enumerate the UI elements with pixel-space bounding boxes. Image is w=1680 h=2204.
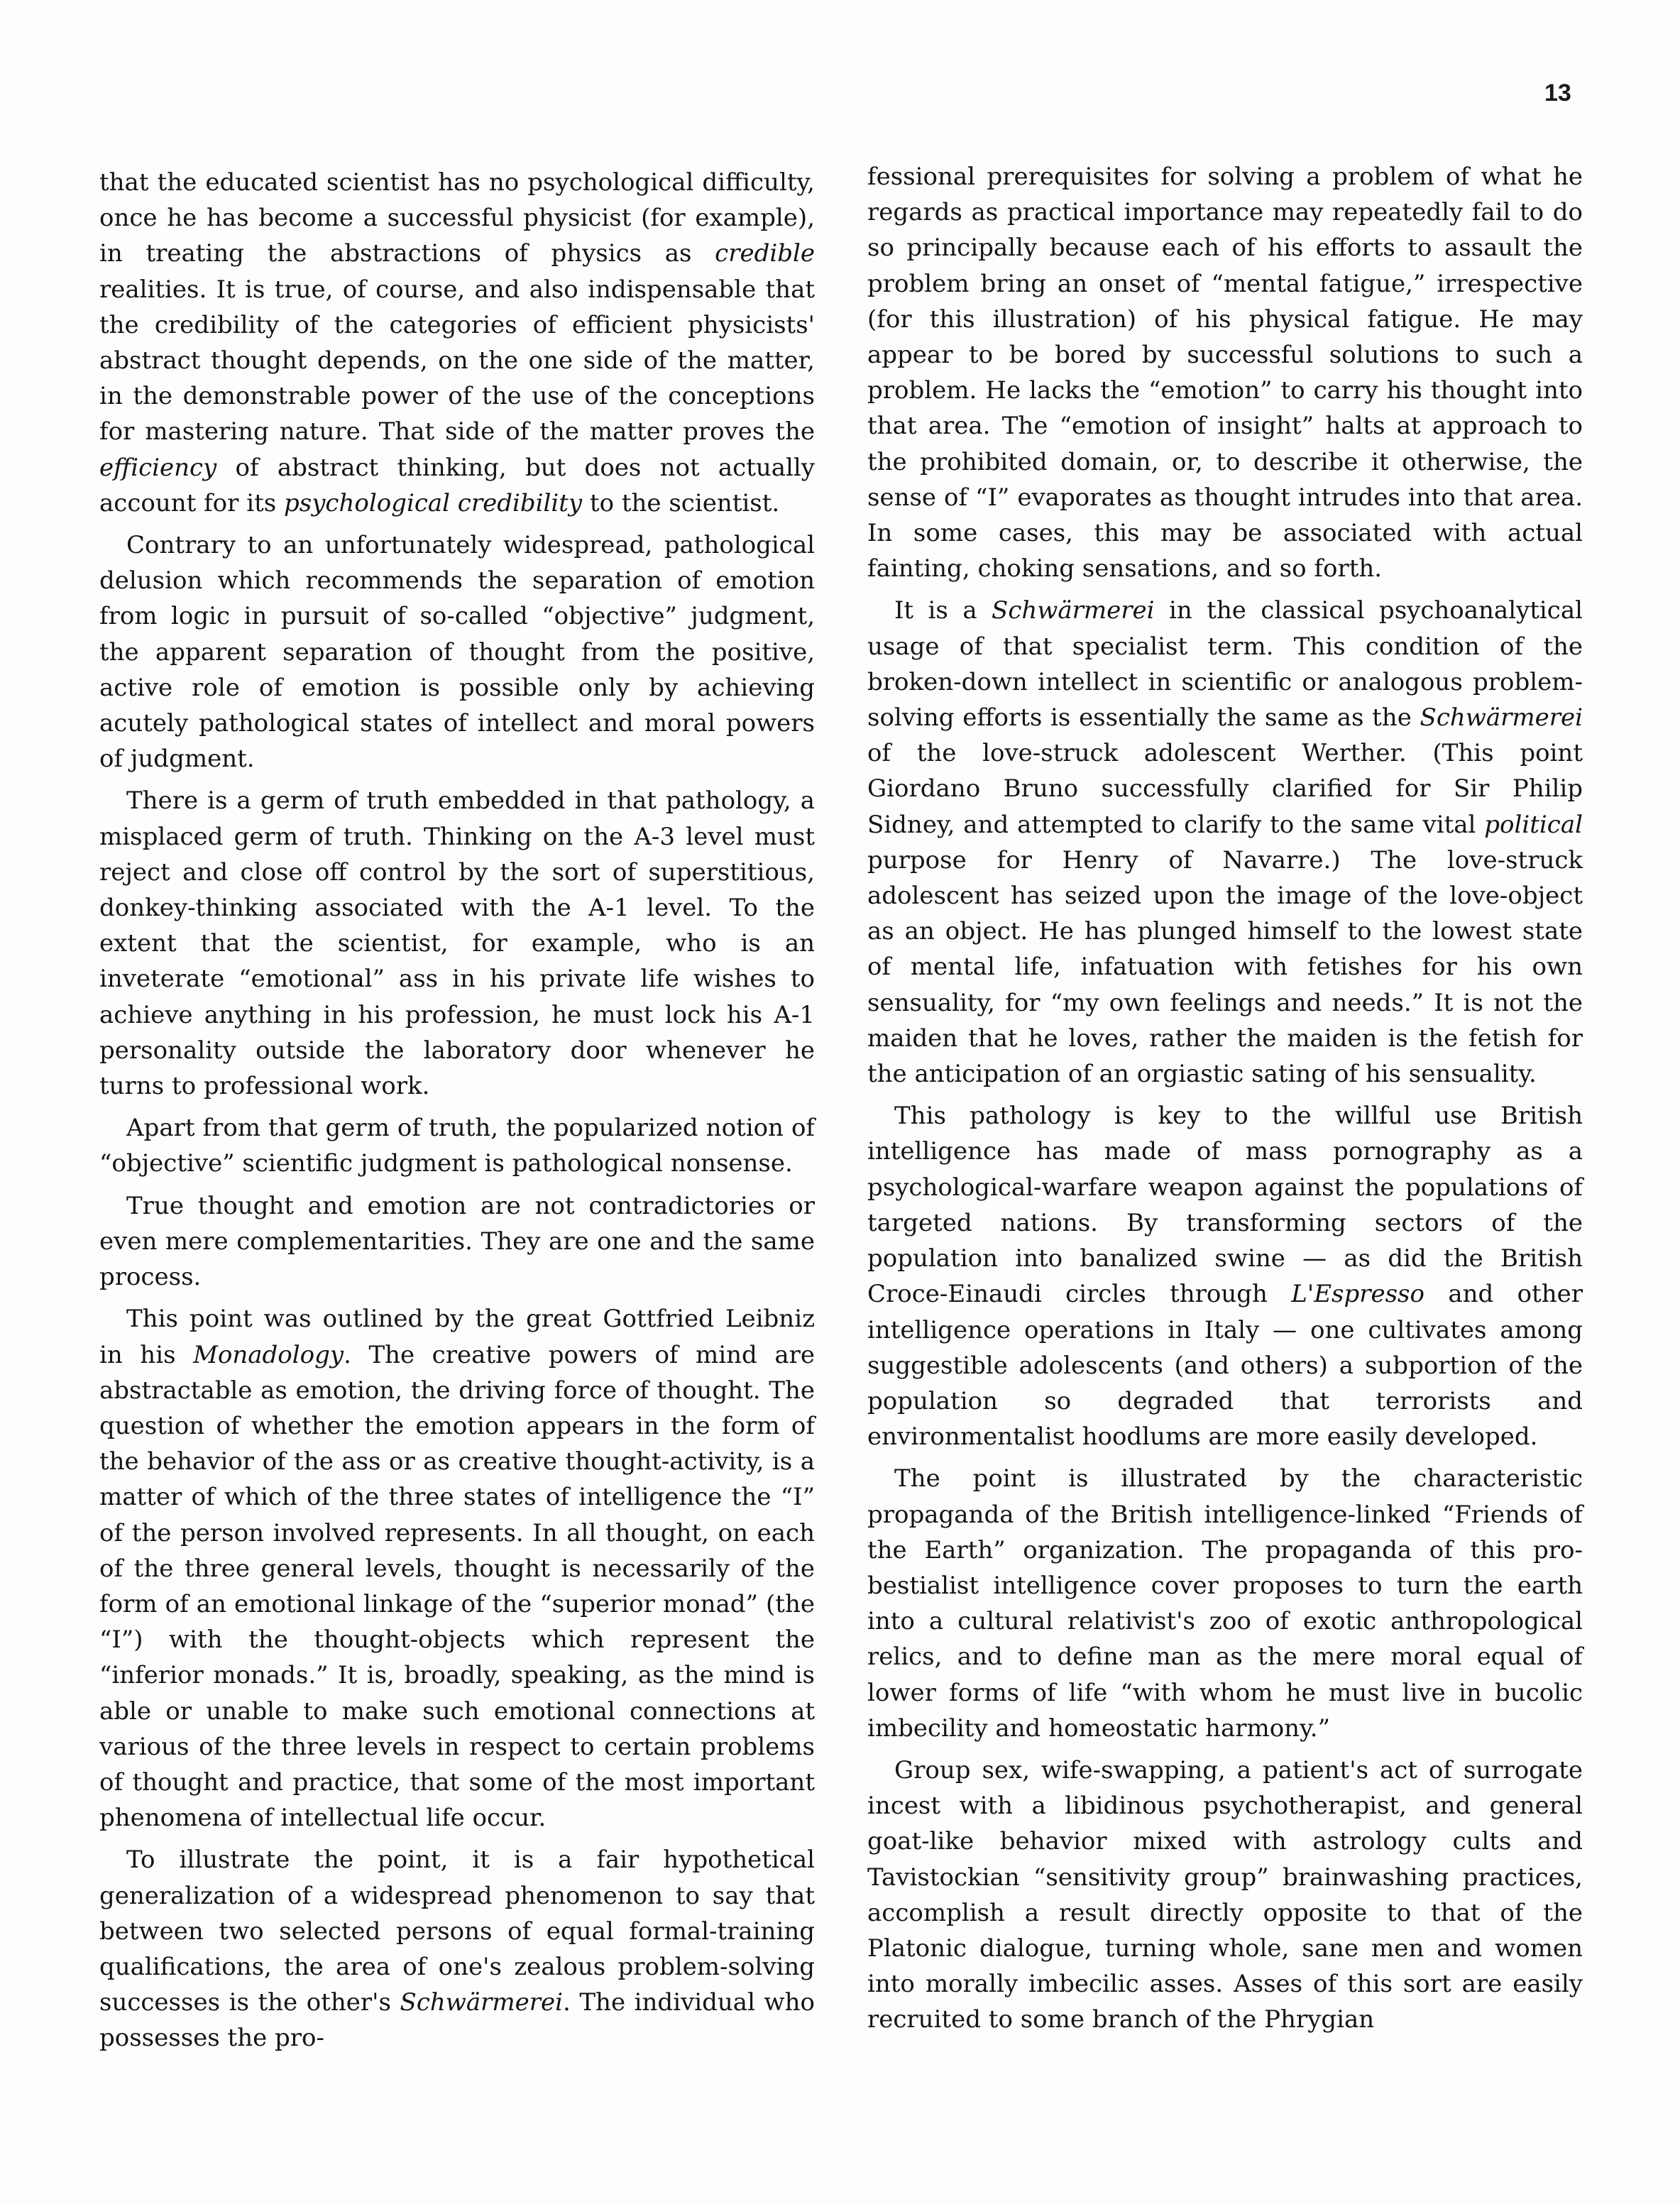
paragraph: This pathology is key to the willful use British intelligence has made of mass pornography as a psychological-warfare weapon against the populations of targeted nations. By transforming sectors of the population into banalized swine — as did the British Croce-Einaudi circles through L'Espresso and other intelligence operations in Italy — one cultivates among suggestible adolescents (and others) a subportion of the population so degraded that terrorists and environmentalist hoodlums are more easily developed. bbox=[867, 1102, 1583, 1452]
paragraph: Contrary to an unfortunately widespread, pathological delusion which recommends the separation of emotion from logic in pursuit of so-called “objective” judgment, the apparent separation of thought from the positive, active role of emotion is possible only by achieving acutely pathological states of intellect and moral powers of judgment. bbox=[99, 531, 815, 774]
paragraph: This point was outlined by the great Gottfried Leibniz in his Monadology. The creative powers of mind are abstractable as emotion, the driving force of thought. The question of whether the emotion appears in the form of the behavior of the ass or as creative thought-activity, is a matter of which of the three states of intelligence the “I” of the person involved represents. In all thought, on each of the three general levels, thought is necessarily of the form of an emotional linkage of the “superior monad” (the “I”) with the thought-objects which represent the “inferior monads.” It is, broadly, speaking, as the mind is able or unable to make such emotional connections at various of the three levels in respect to certain problems of thought and practice, that some of the most important phenomena of intellectual life occur. bbox=[99, 1305, 816, 1833]
paragraph: fessional prerequisites for solving a problem of what he regards as practical importance may repeatedly fail to do so principally because each of his efforts to assault the problem bring an onset of “mental fatigue,” irrespective (for this illustration) of his physical fatigue. He may appear to be bored by successful solutions to such a problem. He lacks the “emotion” to carry his thought into that area. The “emotion of insight” halts at approach to the prohibited domain, or, to describe it otherwise, the sense of “I” evaporates as thought intrudes into that area. In some cases, this may be associated with actual fainting, choking sensations, and so forth. bbox=[867, 163, 1583, 583]
paragraph: Group sex, wife-swapping, a patient's act of surrogate incest with a libidinous psychotherapist, and general goat-like behavior mixed with astrology cults and Tavistockian “sensitivity group” brainwashing practices, accomplish a result directly opposite to that of the Platonic dialogue, turning whole, sane men and women into morally imbecilic asses. Asses of this sort are easily recruited to some branch of the Phrygian bbox=[867, 1755, 1583, 2034]
left-text-column bbox=[99, 165, 815, 2063]
paragraph: There is a germ of truth embedded in that pathology, a misplaced germ of truth. Thinking on the A-3 level must reject and close off control by the sort of superstitious, donkey-thinking associated with the A-1 level. To the extent that the scientist, for example, who is an inveterate “emotional” ass in his private life wishes to achieve anything in his profession, he must lock his A-1 personality outside the laboratory door whenever he turns to professional work. bbox=[99, 786, 815, 1101]
paragraph: True thought and emotion are not contradictories or even mere complementarities. They are one and the same process. bbox=[99, 1191, 815, 1292]
paragraph: It is a Schwärmerei in the classical psychoanalytical usage of that specialist term. This condition of the broken-down intellect in scientific or analogous problem-solving efforts is essentially the same as the Schwärmerei of the love-struck adolescent Werther. (This point Giordano Bruno successfully clarified for Sir Philip Sidney, and attempted to clarify to the same vital political purpose for Henry of Navarre.) The love-struck adolescent has seized upon the image of the love-object as an object. He has plunged himself to the lowest state of mental life, infatuation with fetishes for his own sensuality, for “my own feelings and needs.” It is not the maiden that he loves, rather the maiden is the fetish for the anticipation of an orgiastic sating of his sensuality. bbox=[867, 596, 1583, 1089]
paragraph: Apart from that germ of truth, the popularized notion of “objective” scientific judgment is pathological nonsense. bbox=[99, 1114, 815, 1178]
paragraph: To illustrate the point, it is a fair hypothetical generalization of a widespread phenomenon to say that between two selected persons of equal formal-training qualifications, the area of one's zealous problem-solving successes is the other's Schwärmerei. The individual who possesses the pro- bbox=[99, 1846, 815, 2053]
right-text-column bbox=[867, 159, 1583, 2044]
paragraph: The point is illustrated by the characteristic propaganda of the British intelligence-linked “Friends of the Earth” organization. The propaganda of this pro-bestialist intelligence cover proposes to turn the earth into a cultural relativist's zoo of exotic anthropological relics, and to define man as the mere moral equal of lower forms of life “with whom he must live in bucolic imbecility and homeostatic harmony.” bbox=[867, 1464, 1583, 1743]
page-number: 13 bbox=[1544, 80, 1571, 106]
paragraph: that the educated scientist has no psychological difficulty, once he has become a successful physicist (for example), in treating the abstractions of physics as credible realities. It is true, of course, and also indispensable that the credibility of the categories of efficient physicists' abstract thought depends, on the one side of the matter, in the demonstrable power of the use of the conceptions for mastering nature. That side of the matter proves the efficiency of abstract thinking, but does not actually account for its psychological credibility to the scientist. bbox=[99, 168, 815, 517]
